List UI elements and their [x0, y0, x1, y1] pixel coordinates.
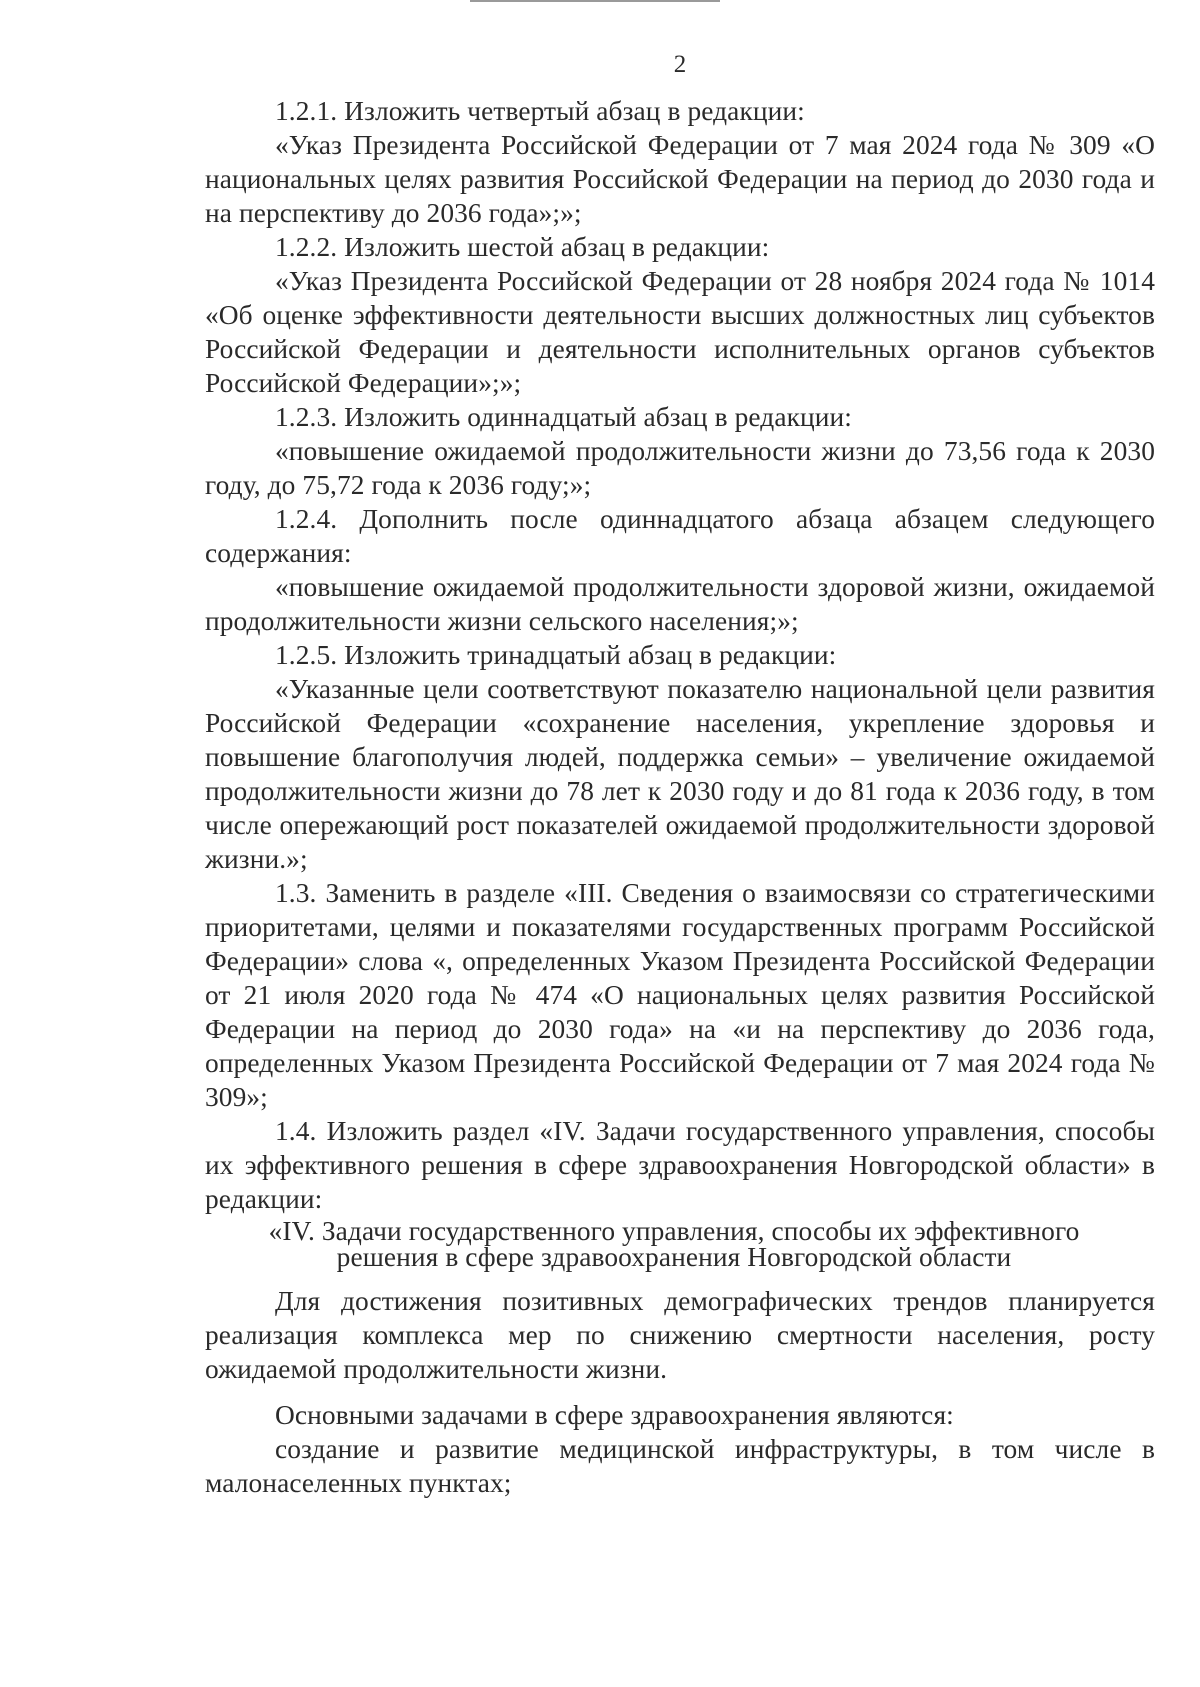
paragraph-decree-1014: «Указ Президента Российской Федерации от 28 ноября 2024 года № 1014 «Об оценке эффективности деятельности высших должностных лиц субъектов Российской Федерации и деятельности исполнительных органов субъектов Российской Федерации»;»; — [205, 266, 1155, 398]
paragraph-healthy-life: «повышение ожидаемой продолжительности здоровой жизни, ожидаемой продолжительности жизни сельского населения;»; — [205, 572, 1155, 636]
paragraph-1-4: 1.4. Изложить раздел «IV. Задачи государственного управления, способы их эффективного решения в сфере здравоохранения Новгородской области» в редакции: — [205, 1116, 1155, 1214]
paragraph-life-expectancy: «повышение ожидаемой продолжительности жизни до 73,56 года к 2030 году, до 75,72 года к 2036 году;»; — [205, 436, 1155, 500]
paragraph-1-3: 1.3. Заменить в разделе «III. Сведения о взаимосвязи со стратегическими приоритетами, целями и показателями государственных программ Российской Федерации» слова «, определенных Указом Президента Российской Федерации от 21 июля 2020 года № 474 «О национальных целях развития Российской Федерации на период до 2030 года» на «и на перспективу до 2036 года, определенных Указом Президента Российской Федерации от 7 мая 2024 года № 309»; — [205, 878, 1155, 1112]
scan-edge-line — [470, 0, 720, 2]
paragraph-1-2-2: 1.2.2. Изложить шестой абзац в редакции: — [275, 232, 770, 262]
section-paragraph-demographics: Для достижения позитивных демографических трендов планируется реализация комплекса мер по снижению смертности населения, росту ожидаемой продолжительности жизни. — [205, 1286, 1155, 1384]
paragraph-1-2-1: 1.2.1. Изложить четвертый абзац в редакции: — [275, 96, 805, 126]
paragraph-national-goals: «Указанные цели соответствуют показателю национальной цели развития Российской Федерации «сохранение населения, укрепление здоровья и повышение благополучия людей, поддержка семьи» – увеличение ожидаемой продолжительности жизни до 78 лет к 2030 году и до 81 года к 2036 году, в том числе опережающий рост показателей ожидаемой продолжительности здоровой жизни.»; — [205, 674, 1155, 874]
document-body — [205, 94, 1155, 1500]
paragraph-1-2-5: 1.2.5. Изложить тринадцатый абзац в редакции: — [275, 640, 837, 670]
section-paragraph-infrastructure: создание и развитие медицинской инфраструктуры, в том числе в малонаселенных пунктах; — [205, 1434, 1155, 1498]
section-title: «IV. Задачи государственного управления, способы их эффективного решения в сфере здравоохранения Новгородской области — [268, 1216, 1080, 1272]
paragraph-decree-309: «Указ Президента Российской Федерации от 7 мая 2024 года № 309 «О национальных целях развития Российской Федерации на период до 2030 года и на перспективу до 2036 года»;»; — [205, 130, 1155, 228]
document-page — [205, 48, 1155, 1500]
page-number: 2 — [673, 51, 687, 78]
paragraph-1-2-4: 1.2.4. Дополнить после одиннадцатого абзаца абзацем следующего содержания: — [205, 504, 1155, 568]
section-paragraph-tasks: Основными задачами в сфере здравоохранения являются: — [275, 1400, 954, 1430]
paragraph-1-2-3: 1.2.3. Изложить одиннадцатый абзац в редакции: — [275, 402, 852, 432]
